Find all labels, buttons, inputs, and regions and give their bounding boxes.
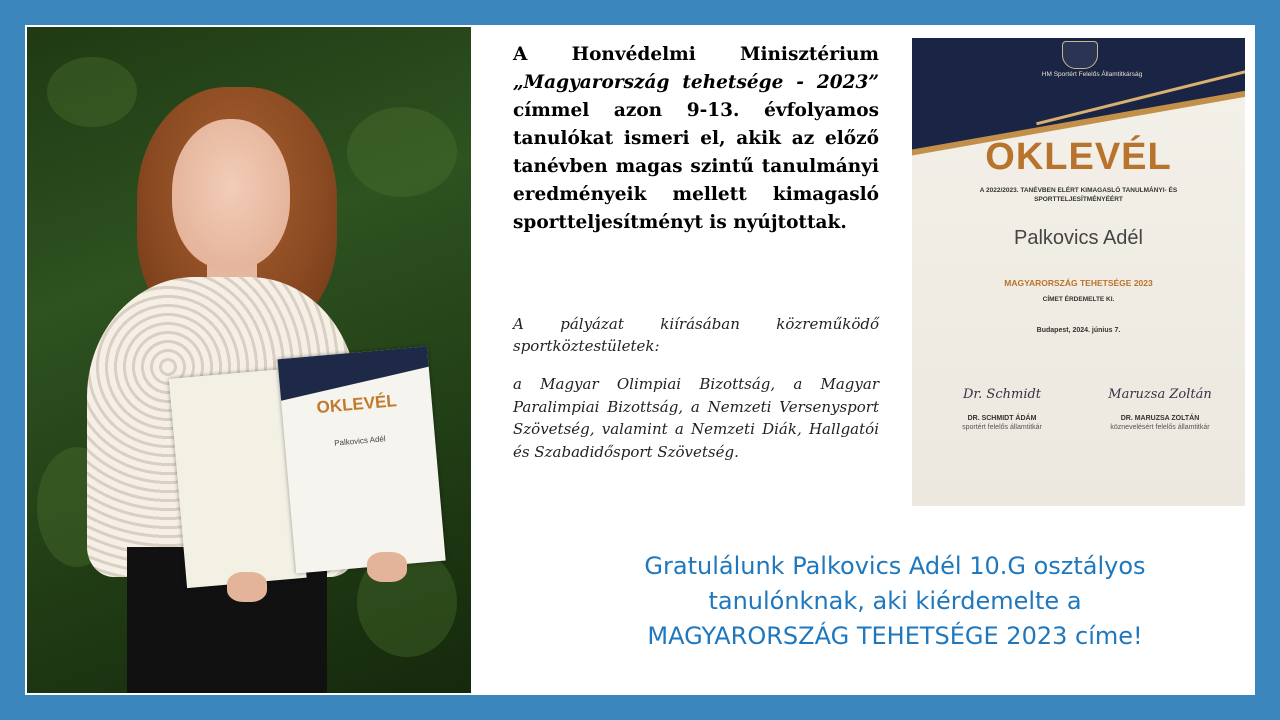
certificate-page (277, 346, 445, 573)
signature-block (942, 387, 1062, 432)
congratulation-line: Gratulálunk Palkovics Adél 10.G osztályos (644, 552, 1146, 580)
coat-of-arms-icon (1062, 41, 1098, 69)
hand (227, 572, 267, 602)
held-certificate-heading: OKLEVÉL (315, 391, 398, 418)
award-title: „Magyarország tehetsége - 2023” (513, 72, 879, 93)
signer-role: sportért felelős államtitkár (962, 424, 1042, 431)
signature-block (1100, 387, 1220, 432)
certificate-reason: A 2022/2023. TANÉVBEN ELÉRT KIMAGASLÓ TANULMÁNYI- ÉS SPORTTELJESÍTMÉNYÉÉRT (979, 187, 1178, 203)
congratulation-line: tanulónknak, aki kiérdemelte a (708, 587, 1082, 615)
contributors-heading: A pályázat kiírásában közreműködő sportköztestületek: (513, 315, 879, 355)
certificate-heading: OKLEVÉL (985, 136, 1172, 178)
student-photo (27, 27, 471, 693)
contributors-list: a Magyar Olimpiai Bizottság, a Magyar Paralimpiai Bizottság, a Nemzeti Versenysport Szövetség, valamint a Nemzeti Diák, Hallgatói és Szabadidősport Szövetség. (513, 375, 879, 461)
award-description-body: címmel azon 9-13. évfolyamos tanulókat ismeri el, akik az előző tanévben magas szintű tanulmányi eredményeik mellett kimagasló sportteljesítményt is nyújtottak. (513, 100, 879, 233)
signer-name: DR. MARUZSA ZOLTÁN (1120, 415, 1200, 422)
award-description (513, 41, 879, 237)
signer-role: köznevelésért felelős államtitkár (1110, 424, 1210, 431)
certificate-recipient: Palkovics Adél (1014, 227, 1143, 249)
certificate-issuer: HM Sportért Felelős Államtitkárság (1041, 71, 1143, 78)
signature: Maruzsa Zoltán (1108, 387, 1212, 402)
signer-name: DR. SCHMIDT ÁDÁM (967, 415, 1037, 422)
certificate-photo (912, 38, 1245, 506)
held-certificate (168, 346, 451, 588)
slide (25, 25, 1255, 695)
held-certificate-name: Palkovics Adél (333, 434, 387, 448)
certificate-place-date: Budapest, 2024. június 7. (1036, 327, 1121, 334)
signature: Dr. Schmidt (962, 387, 1042, 402)
ministry-name: A Honvédelmi Minisztérium (513, 44, 879, 65)
hand (367, 552, 407, 582)
face (172, 119, 290, 269)
congratulation-text (545, 549, 1245, 654)
foliage (347, 107, 457, 197)
certificate-award: MAGYARORSZÁG TEHETSÉGE 2023 (1004, 278, 1153, 288)
foliage (47, 57, 137, 127)
congratulation-line: MAGYARORSZÁG TEHETSÉGE 2023 címe! (647, 622, 1143, 650)
certificate-earned: CÍMET ÉRDEMELTE KI. (1042, 296, 1115, 303)
